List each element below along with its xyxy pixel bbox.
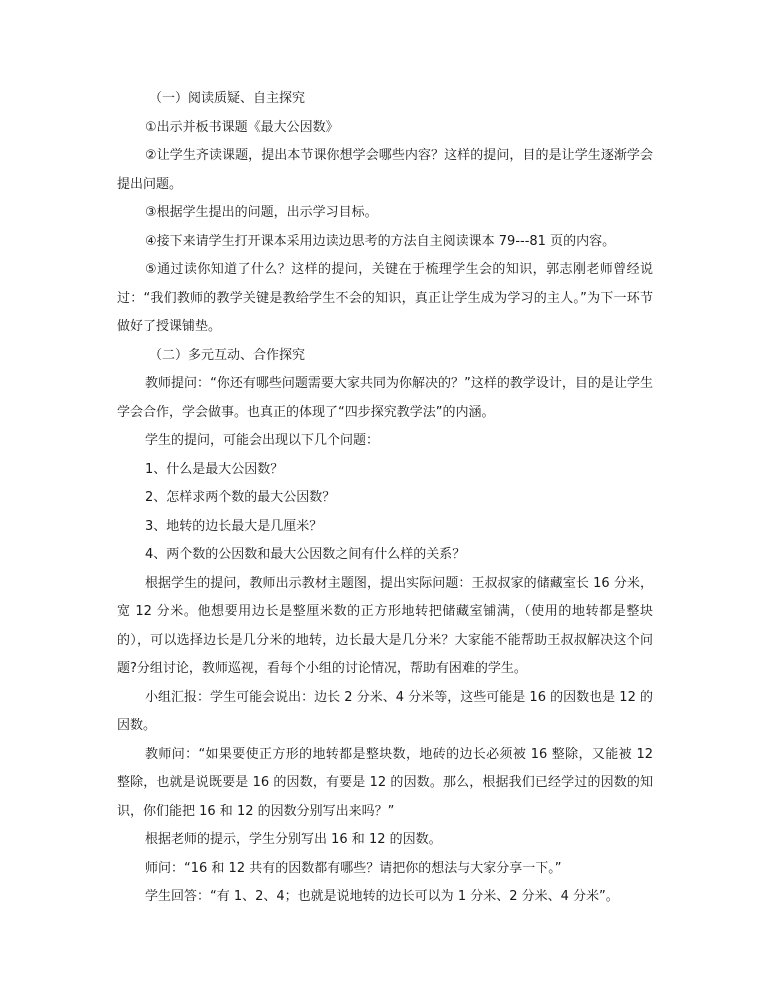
paragraph-teacher-question: 教师提问：“你还有哪些问题需要大家共同为你解决的？”这样的教学设计，目的是让学生学会合作，学会做事。也真正的体现了“四步探究教学法”的内涵。 (117, 376, 653, 420)
list-item-question-3: 3、地转的边长最大是几厘米？ (145, 518, 323, 534)
paragraph-step-3: ③根据学生提出的问题，出示学习目标。 (145, 205, 378, 220)
section-heading-2: （二）多元互动、合作探究 (149, 347, 306, 363)
section-heading-1: （一）阅读质疑、自主探究 (149, 91, 306, 106)
list-item-question-4: 4、两个数的公因数和最大公因数之间有什么样的关系？ (145, 547, 466, 562)
list-item-question-2: 2、怎样求两个数的最大公因数？ (145, 490, 336, 505)
paragraph-student-answer: 学生回答：“有 1、2、4；也就是说地转的边长可以为 1 分米、2 分米、4 分米”。 (145, 889, 619, 904)
paragraph-common-factors-question: 师问：“16 和 12 共有的因数都有哪些？请把你的想法与大家分享一下。” (145, 860, 562, 876)
paragraph-step-5: ⑤通过读你知道了什么？这样的提问，关键在于梳理学生会的知识，郭志刚老师曾经说过：“我们教师的教学关键是教给学生不会的知识，真正让学生成为学习的主人。”为下一环节做好了授课铺垫。 (117, 262, 653, 334)
paragraph-students-write-factors: 根据老师的提示，学生分别写出 16 和 12 的因数。 (145, 832, 442, 847)
paragraph-step-2: ②让学生齐读课题，提出本节课你想学会哪些内容？这样的提问，目的是让学生逐渐学会提出问题。 (117, 148, 653, 192)
paragraph-student-questions-intro: 学生的提问，可能会出现以下几个问题： (145, 433, 380, 448)
list-item-question-1: 1、什么是最大公因数？ (145, 461, 284, 477)
paragraph-step-1: ①出示并板书课题《最大公因数》 (145, 119, 339, 135)
paragraph-teacher-asks: 教师问：“如果要使正方形的地转都是整块数，地砖的边长必须被 16 整除，又能被 12 整除，也就是说既要是 16 的因数，有要是 12 的因数。那么，根据我们已经学过的因数的知识，你们能把 16 和 12 的因数分别写出来吗？” (117, 746, 653, 819)
paragraph-practical-problem: 根据学生的提问，教师出示教材主题图，提出实际问题：王叔叔家的储藏室长 16 分米，宽 12 分米。他想要用边长是整厘米数的正方形地转把储藏室铺满，（使用的地转都是整块的），可以选择边长是几分米的地转，边长最大是几分米？大家能不能帮助王叔叔解决这个问题?分组讨论，教师巡视，看每个小组的讨论情况，帮助有困难的学生。 (117, 575, 653, 676)
paragraph-step-4: ④接下来请学生打开课本采用边读边思考的方法自主阅读课本 79---81 页的内容。 (145, 233, 616, 249)
document-body (117, 85, 653, 912)
paragraph-group-report: 小组汇报：学生可能会说出：边长 2 分米、4 分米等，这些可能是 16 的因数也是 12 的因数。 (117, 689, 653, 733)
